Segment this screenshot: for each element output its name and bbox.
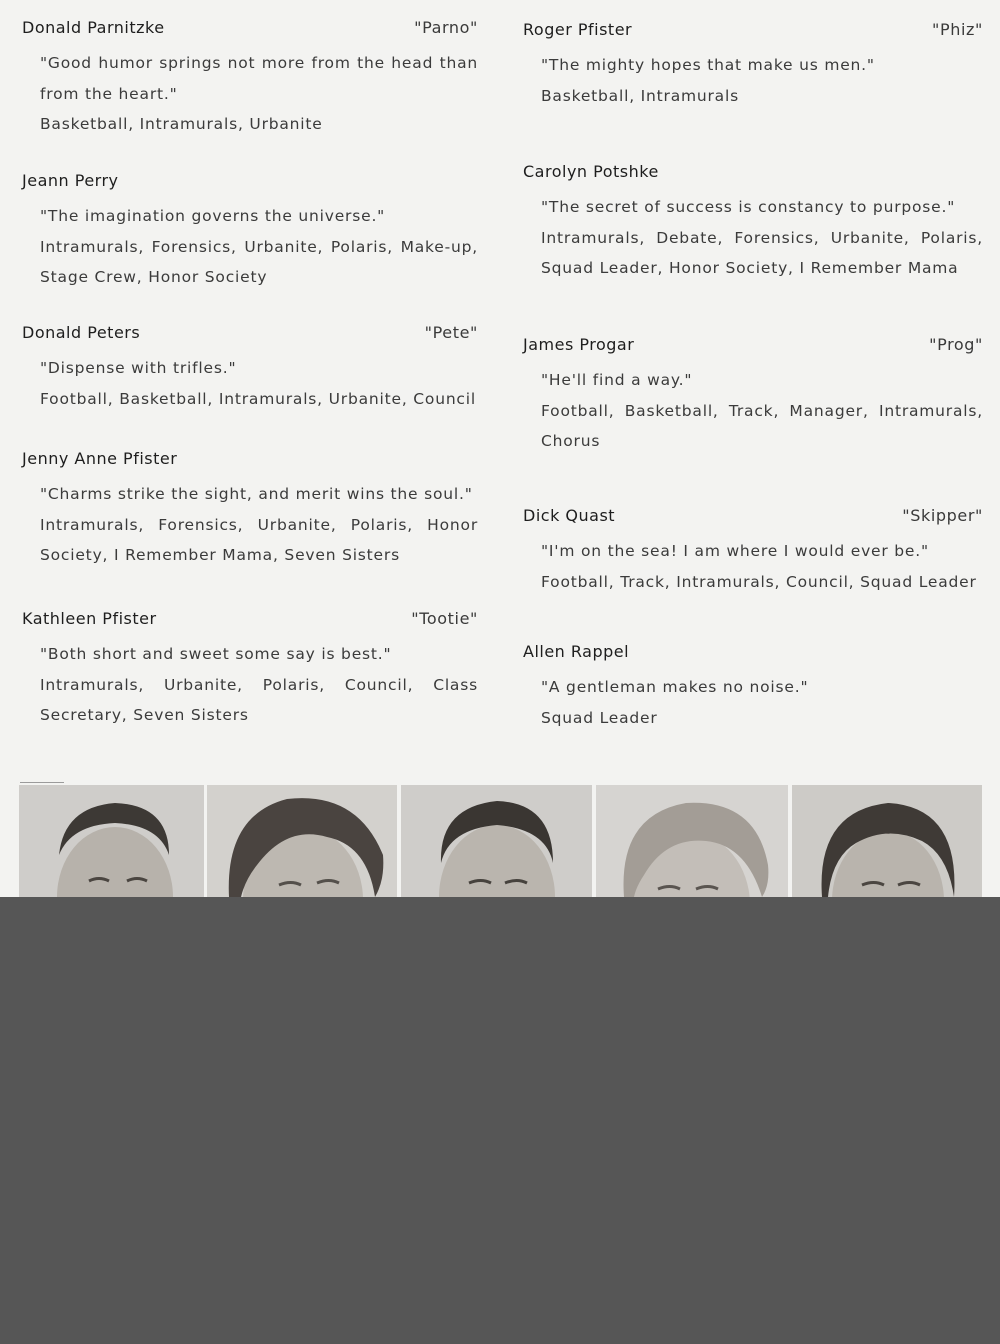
blank-area (0, 897, 1000, 1344)
senior-quote: "He'll find a way." (541, 371, 693, 389)
senior-quote: "Both short and sweet some say is best." (40, 645, 392, 663)
senior-name-row (22, 449, 478, 469)
senior-activities: Football, Basketball, Intramurals, Urbanite, Council (40, 389, 476, 408)
senior-entry (523, 642, 983, 733)
senior-nickname: "Phiz" (932, 20, 983, 39)
portrait-photo (207, 785, 397, 897)
senior-entry (22, 323, 478, 414)
senior-name-row (523, 335, 983, 355)
senior-quote: "Good humor springs not more from the head than from the heart." (40, 54, 478, 103)
senior-nickname: "Parno" (414, 18, 478, 37)
senior-activities: Intramurals, Urbanite, Polaris, Council, Class Secretary, Seven Sisters (40, 675, 478, 724)
senior-quote: "Charms strike the sight, and merit wins the soul." (40, 485, 473, 503)
senior-name: Jeann Perry (22, 171, 119, 190)
senior-entry (22, 171, 478, 293)
senior-name-row (22, 323, 478, 343)
senior-entry (22, 18, 478, 140)
senior-nickname: "Pete" (424, 323, 478, 342)
senior-quote: "The secret of success is constancy to purpose." (541, 198, 956, 216)
senior-name-row (22, 171, 478, 191)
senior-quote: "Dispense with trifles." (40, 359, 237, 377)
senior-entry (523, 506, 983, 597)
senior-activities: Football, Basketball, Track, Manager, Intramurals, Chorus (541, 401, 983, 450)
senior-name: James Progar (523, 335, 635, 354)
senior-activities: Squad Leader (541, 708, 658, 727)
senior-quote: "The imagination governs the universe." (40, 207, 386, 225)
senior-quote: "A gentleman makes no noise." (541, 678, 809, 696)
portrait-photo (19, 785, 204, 897)
senior-name-row (523, 162, 983, 182)
senior-activities: Basketball, Intramurals, Urbanite (40, 115, 323, 133)
senior-entry (523, 335, 983, 457)
senior-nickname: "Prog" (929, 335, 983, 354)
senior-name-row (523, 20, 983, 40)
senior-name: Roger Pfister (523, 20, 633, 39)
portrait-photo (401, 785, 592, 897)
senior-quote: "I'm on the sea! I am where I would ever be." (541, 542, 929, 560)
senior-name-row (523, 506, 983, 526)
senior-name-row (523, 642, 983, 662)
senior-name-row (22, 609, 478, 629)
senior-entry (22, 449, 478, 571)
portrait-photo (596, 785, 788, 897)
senior-nickname: "Tootie" (411, 609, 478, 628)
senior-activities: Football, Track, Intramurals, Council, Squad Leader (541, 572, 977, 591)
senior-activities: Intramurals, Forensics, Urbanite, Polaris, Honor Society, I Remember Mama, Seven Sisters (40, 515, 478, 564)
portrait-strip (0, 783, 1000, 897)
senior-name: Kathleen Pfister (22, 609, 157, 628)
senior-entry (523, 20, 983, 111)
senior-name: Allen Rappel (523, 642, 630, 661)
senior-name: Carolyn Potshke (523, 162, 659, 181)
senior-name: Dick Quast (523, 506, 616, 525)
senior-name-row (22, 18, 478, 38)
senior-activities: Intramurals, Debate, Forensics, Urbanite, Polaris, Squad Leader, Honor Society, I Remember Mama (541, 228, 983, 277)
senior-entry (523, 162, 983, 284)
senior-entry (22, 609, 478, 731)
senior-name: Donald Parnitzke (22, 18, 165, 37)
senior-activities: Basketball, Intramurals (541, 86, 739, 105)
senior-name: Donald Peters (22, 323, 141, 342)
senior-name: Jenny Anne Pfister (22, 449, 178, 468)
senior-quote: "The mighty hopes that make us men." (541, 56, 875, 74)
senior-activities: Intramurals, Forensics, Urbanite, Polaris, Make-up, Stage Crew, Honor Society (40, 237, 478, 286)
senior-nickname: "Skipper" (902, 506, 983, 525)
portrait-photo (792, 785, 982, 897)
